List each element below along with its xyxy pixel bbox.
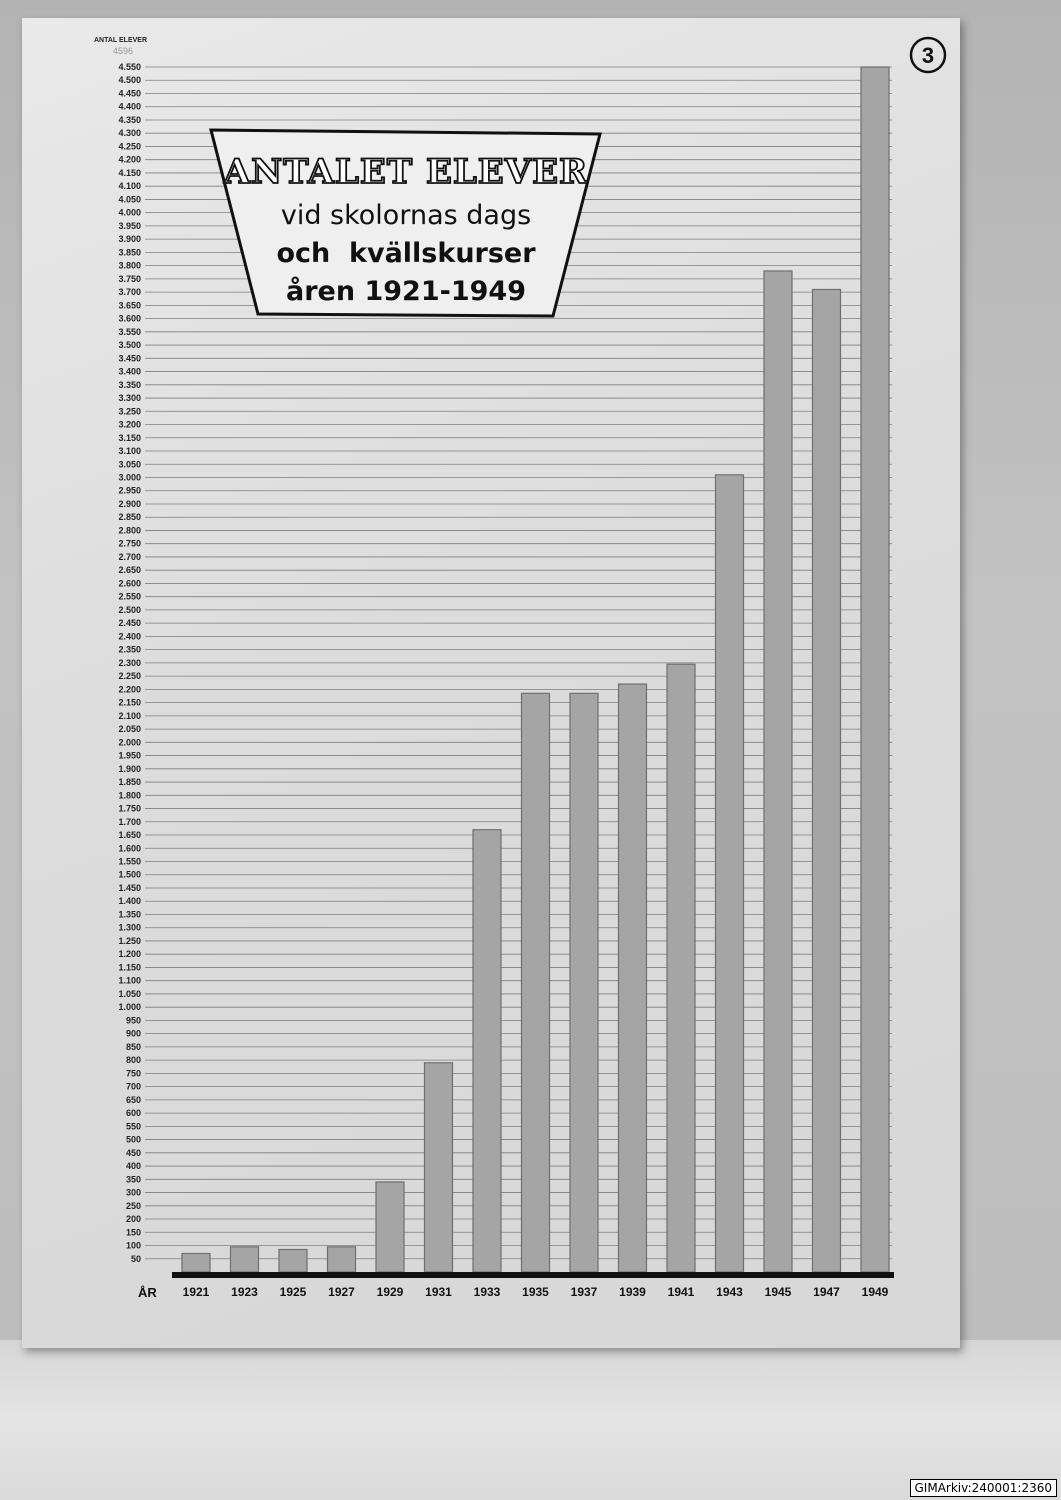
y-tick-label: 250 xyxy=(125,1200,141,1211)
x-baseline xyxy=(172,1272,894,1278)
sheet-number-badge xyxy=(911,38,945,72)
y-tick-label: 2.900 xyxy=(118,498,141,509)
y-tick-label: 2.050 xyxy=(118,724,141,735)
x-tick-label: 1939 xyxy=(619,1285,646,1299)
y-tick-label: 2.700 xyxy=(118,551,141,562)
x-tick-labels xyxy=(183,1285,889,1299)
y-tick-label: 150 xyxy=(125,1227,141,1238)
y-tick-label: 3.150 xyxy=(118,432,141,443)
y-tick-label: 4.150 xyxy=(118,167,141,178)
bar-1933 xyxy=(473,830,501,1272)
y-tick-label: 1.200 xyxy=(118,949,141,960)
y-tick-label: 1.250 xyxy=(118,935,141,946)
y-axis-label: ANTAL ELEVER xyxy=(94,37,148,44)
y-tick-label: 1.150 xyxy=(118,962,141,973)
y-tick-label: 2.950 xyxy=(118,485,141,496)
y-tick-label: 2.550 xyxy=(118,591,141,602)
y-tick-label: 1.750 xyxy=(118,803,141,814)
bar-1947 xyxy=(813,289,841,1272)
y-tick-label: 3.600 xyxy=(118,313,141,324)
x-tick-label: 1949 xyxy=(861,1285,889,1299)
y-tick-label: 3.550 xyxy=(118,326,141,337)
chart-subtitle-line2: och kvällskurser xyxy=(276,238,536,269)
y-tick-label: 2.200 xyxy=(118,684,141,695)
y-tick-label: 4.500 xyxy=(118,75,141,86)
y-tick-label: 2.350 xyxy=(118,644,141,655)
y-tick-label: 1.650 xyxy=(118,830,141,841)
y-tick-label: 1.100 xyxy=(118,975,141,986)
y-tick-label: 1.400 xyxy=(118,896,141,907)
y-tick-label: 650 xyxy=(125,1094,141,1105)
y-tick-label: 3.300 xyxy=(118,393,141,404)
bar-1925 xyxy=(279,1249,307,1272)
bar-1943 xyxy=(716,475,744,1272)
x-tick-label: 1945 xyxy=(764,1285,792,1299)
y-tick-label: 4.200 xyxy=(118,154,141,165)
bar-1941 xyxy=(667,664,695,1272)
y-tick-label: 3.800 xyxy=(118,260,141,271)
y-tick-label: 1.850 xyxy=(118,777,141,788)
y-tick-label: 2.500 xyxy=(118,604,141,615)
y-tick-label: 2.100 xyxy=(118,710,141,721)
bar-1931 xyxy=(425,1063,453,1272)
bar-1949 xyxy=(861,67,889,1272)
y-tick-label: 950 xyxy=(125,1015,141,1026)
y-tick-label: 1.950 xyxy=(118,750,141,761)
y-tick-label: 3.950 xyxy=(118,220,141,231)
y-tick-label: 450 xyxy=(125,1147,141,1158)
y-tick-label: 2.400 xyxy=(118,631,141,642)
y-tick-label: 750 xyxy=(125,1068,141,1079)
y-tick-label: 3.700 xyxy=(118,287,141,298)
chart-title: ANTALET ELEVER xyxy=(223,152,589,192)
y-tick-label: 700 xyxy=(125,1081,141,1092)
y-tick-label: 3.450 xyxy=(118,353,141,364)
x-tick-label: 1927 xyxy=(328,1285,355,1299)
y-tick-label: 4.100 xyxy=(118,181,141,192)
y-tick-label: 2.750 xyxy=(118,538,141,549)
y-tick-labels xyxy=(118,62,141,1264)
x-tick-label: 1941 xyxy=(667,1285,695,1299)
bar-1927 xyxy=(328,1247,356,1272)
y-tick-label: 350 xyxy=(125,1174,141,1185)
x-tick-label: 1947 xyxy=(813,1285,840,1299)
y-tick-label: 1.550 xyxy=(118,856,141,867)
y-tick-label: 3.900 xyxy=(118,234,141,245)
y-tick-label: 3.650 xyxy=(118,300,141,311)
y-tick-label: 1.300 xyxy=(118,922,141,933)
y-tick-label: 4.250 xyxy=(118,141,141,152)
chart-subtitle-line3: åren 1921-1949 xyxy=(286,276,526,307)
y-tick-label: 200 xyxy=(125,1214,141,1225)
bar-1939 xyxy=(619,684,647,1272)
y-tick-label: 4.450 xyxy=(118,88,141,99)
bar-1929 xyxy=(376,1182,404,1272)
x-tick-label: 1935 xyxy=(522,1285,549,1299)
y-tick-label: 1.500 xyxy=(118,869,141,880)
x-tick-label: 1923 xyxy=(231,1285,258,1299)
y-tick-label: 500 xyxy=(125,1134,141,1145)
y-tick-label: 800 xyxy=(125,1055,141,1066)
y-tick-label: 4.400 xyxy=(118,101,141,112)
y-tick-label: 2.150 xyxy=(118,697,141,708)
y-tick-label: 3.200 xyxy=(118,419,141,430)
x-tick-label: 1937 xyxy=(570,1285,598,1299)
y-tick-label: 1.800 xyxy=(118,790,141,801)
y-tick-label: 3.000 xyxy=(118,472,141,483)
y-tick-label: 4.550 xyxy=(118,62,141,72)
y-tick-label: 4.350 xyxy=(118,114,141,125)
archive-watermark: GIMArkiv:240001:2360 xyxy=(910,1479,1058,1497)
y-tick-label: 2.850 xyxy=(118,512,141,523)
y-tick-label: 4.300 xyxy=(118,128,141,139)
y-tick-label: 3.750 xyxy=(118,273,141,284)
y-tick-label: 2.650 xyxy=(118,565,141,576)
y-tick-label: 850 xyxy=(125,1041,141,1052)
y-tick-label: 1.350 xyxy=(118,909,141,920)
y-tick-label: 3.500 xyxy=(118,340,141,351)
bar-1935 xyxy=(522,693,550,1272)
y-tick-label: 3.350 xyxy=(118,379,141,390)
y-tick-label: 900 xyxy=(125,1028,141,1039)
sheet-number: 3 xyxy=(921,43,935,68)
y-tick-label: 1.600 xyxy=(118,843,141,854)
y-tick-label: 400 xyxy=(125,1161,141,1172)
y-tick-label: 3.250 xyxy=(118,406,141,417)
y-tick-label: 300 xyxy=(125,1187,141,1198)
y-tick-label: 3.100 xyxy=(118,446,141,457)
x-tick-label: 1929 xyxy=(376,1285,404,1299)
bar-1923 xyxy=(231,1247,259,1272)
y-tick-label: 2.300 xyxy=(118,657,141,668)
y-tick-label: 3.050 xyxy=(118,459,141,470)
x-tick-label: 1933 xyxy=(473,1285,501,1299)
bar-1945 xyxy=(764,271,792,1272)
y-tick-label: 4.050 xyxy=(118,194,141,205)
y-tick-label: 1.700 xyxy=(118,816,141,827)
y-tick-label: 1.000 xyxy=(118,1002,141,1013)
y-tick-label: 2.800 xyxy=(118,525,141,536)
x-tick-label: 1931 xyxy=(425,1285,452,1299)
y-tick-label: 600 xyxy=(125,1108,141,1119)
y-tick-label: 3.400 xyxy=(118,366,141,377)
y-tick-label: 4.000 xyxy=(118,207,141,218)
y-tick-label: 2.000 xyxy=(118,737,141,748)
y-tick-label: 3.850 xyxy=(118,247,141,258)
y-max-note: 4596 xyxy=(113,46,134,56)
y-tick-label: 1.900 xyxy=(118,763,141,774)
y-tick-label: 1.050 xyxy=(118,988,141,999)
x-tick-label: 1925 xyxy=(279,1285,307,1299)
bar-1921 xyxy=(182,1253,210,1272)
x-axis-label: ÅR xyxy=(138,1285,157,1300)
chart-subtitle-line1: vid skolornas dags xyxy=(280,200,532,231)
title-panel xyxy=(211,130,600,316)
bar-1937 xyxy=(570,693,598,1272)
y-tick-label: 50 xyxy=(130,1253,141,1264)
y-tick-label: 550 xyxy=(125,1121,141,1132)
x-tick-label: 1921 xyxy=(182,1285,210,1299)
y-tick-label: 2.600 xyxy=(118,578,141,589)
y-tick-label: 2.450 xyxy=(118,618,141,629)
y-tick-label: 1.450 xyxy=(118,882,141,893)
x-tick-label: 1943 xyxy=(716,1285,743,1299)
y-tick-label: 2.250 xyxy=(118,671,141,682)
y-tick-label: 100 xyxy=(125,1240,141,1251)
